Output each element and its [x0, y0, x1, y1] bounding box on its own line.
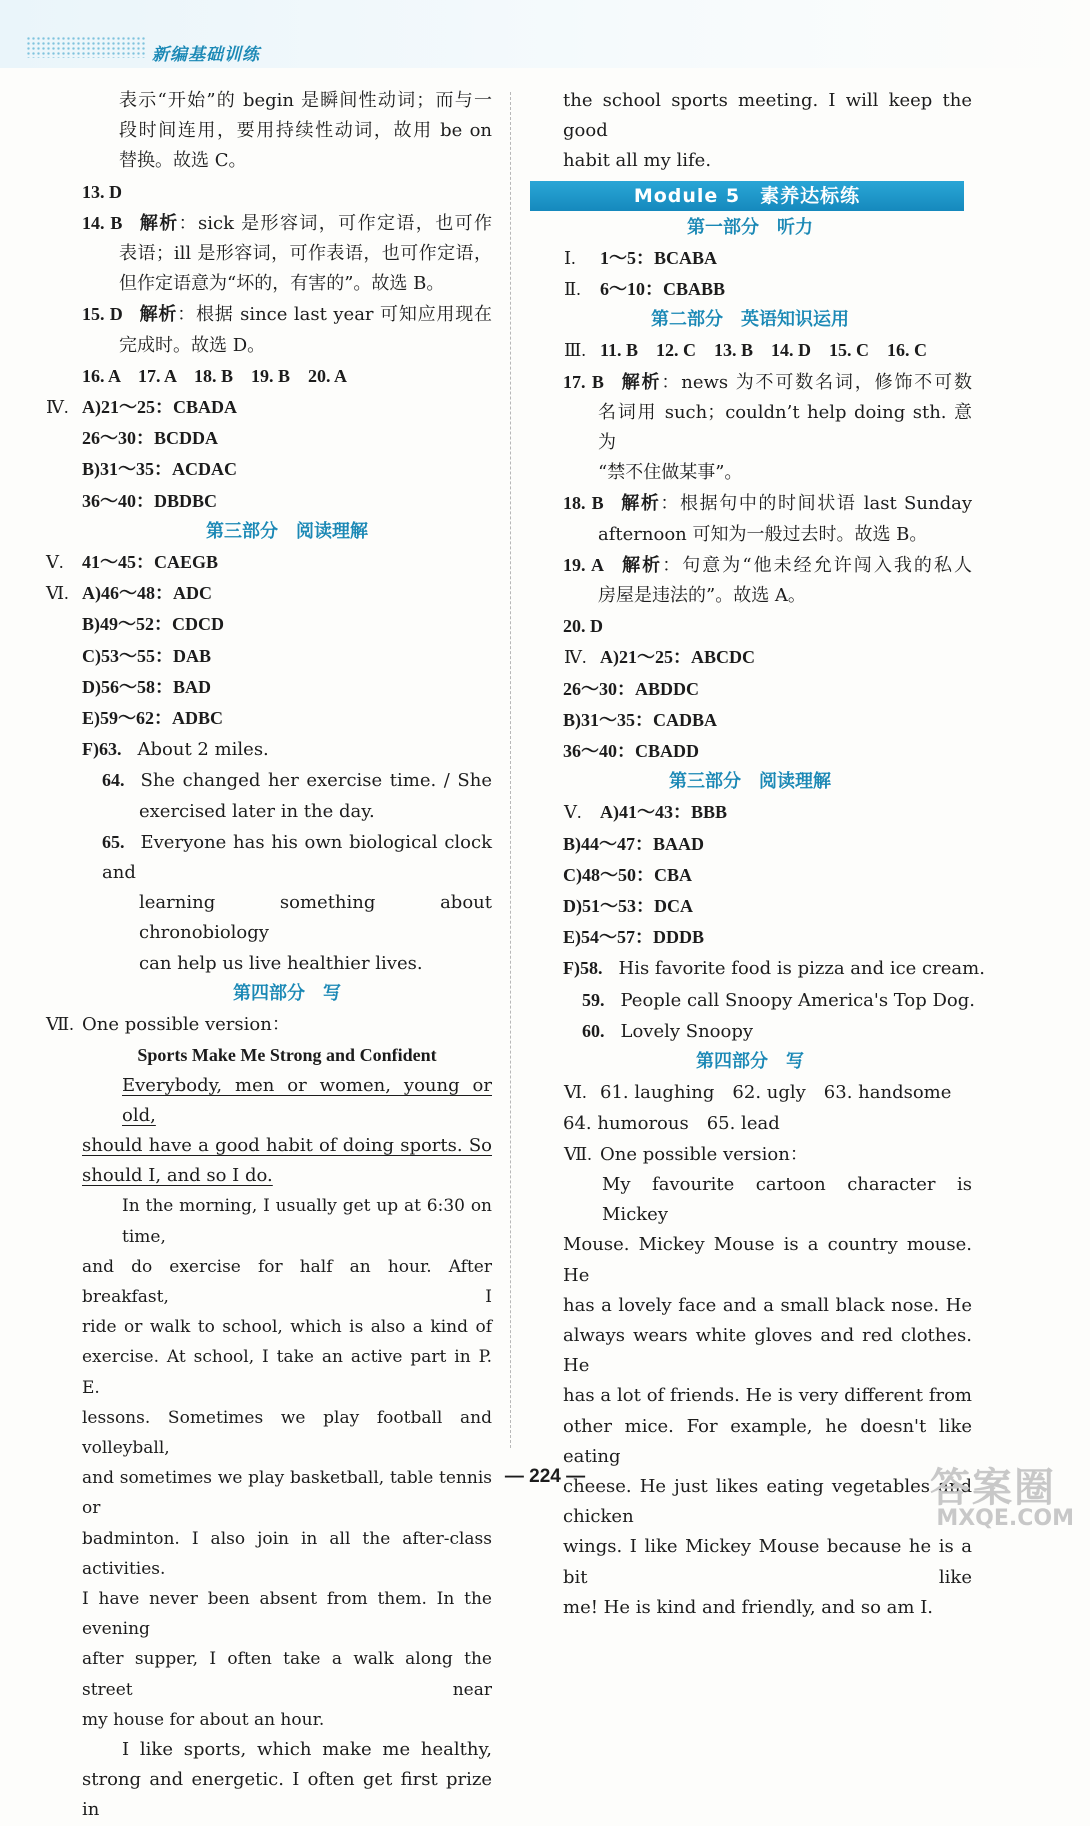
essay-line: Mouse. Mickey Mouse is a country mouse. He [563, 1234, 972, 1286]
section-iv-a2: 26～30：ABDDC [563, 678, 700, 699]
section-vii: Ⅶ. One possible version： [564, 1143, 808, 1165]
essay-line: other mice. For example, he doesn't like eating [563, 1415, 972, 1467]
section-i: Ⅰ. 1～5：BCABA [564, 247, 718, 268]
essay-line: strong and energetic. I often get first prize in [82, 1769, 492, 1821]
section-vii: Ⅶ. One possible version： [46, 1014, 290, 1036]
answer-59: 59. People call Snoopy America's Top Dog. [582, 989, 976, 1011]
text-line: 完成时。故选 D。 [119, 334, 266, 356]
section-heading-listening: 第一部分 听力 [687, 216, 813, 238]
essay-line: I like sports, which make me healthy, [122, 1738, 492, 1760]
essay-line: In the morning, I usually get up at 6:30 on time, [122, 1196, 492, 1247]
left-column [46, 86, 493, 1826]
section-heading-writing: 第四部分 写 [696, 1051, 804, 1073]
essay-line: ride or walk to school, which is also a kind of [82, 1317, 492, 1338]
section-vi-a: Ⅵ. A)46～48：ADC [46, 583, 212, 604]
section-vi-c: C)53～55：DAB [82, 645, 211, 666]
text-line: 表语；ill 是形容词，可作表语，也可作定语， [119, 243, 492, 265]
essay-line: the school sports meeting. I will keep the good [563, 90, 972, 142]
series-title: 新编基础训练 [152, 45, 260, 65]
section-iv-b2: 36～40：DBDBC [82, 490, 218, 511]
section-iv-b2: 36～40：CBADD [563, 741, 700, 762]
text-line: 替换。故选 C。 [119, 150, 247, 172]
section-iv-b1: B)31～35：ACDAC [82, 459, 237, 480]
essay-line: after supper, I often take a walk along the street near [82, 1649, 492, 1700]
section-vi-2: 64. humorous 65. lead [563, 1112, 780, 1134]
section-heading-reading: 第三部分 阅读理解 [669, 771, 831, 793]
section-heading-knowledge: 第二部分 英语知识运用 [651, 309, 849, 331]
section-v: Ⅴ. 41～45：CAEGB [46, 552, 219, 573]
answer-15: 15. D 解析：根据 since last year 可知应用现在 [82, 304, 493, 326]
essay-line: I have never been absent from them. In the evening [82, 1588, 492, 1640]
answer-13: 13. D [82, 181, 122, 202]
text-line: can help us live healthier lives. [139, 952, 423, 974]
essay-title: Sports Make Me Strong and Confident [137, 1045, 437, 1066]
answer-65: 65. Everyone has his own biological clock and [102, 831, 492, 884]
essay-underlined-line: Everybody, men or women, young or old, [122, 1074, 492, 1126]
section-heading-reading: 第三部分 阅读理解 [206, 520, 368, 542]
module-banner: Module 5 素养达标练 [530, 181, 964, 211]
text-line: 名词用 such；couldn’t help doing sth. 意为 [598, 401, 972, 454]
section-v-a: Ⅴ. A)41～43：BBB [564, 802, 728, 823]
answer-58: F)58. His favorite food is pizza and ice cream. [563, 958, 985, 980]
essay-line: lessons. Sometimes we play football and volleyball, [82, 1407, 492, 1458]
answer-17: 17. B 解析：news 为不可数名词，修饰不可数 [563, 371, 972, 393]
essay-line: wings. I like Mickey Mouse because he is a bit like [563, 1536, 972, 1588]
essay-line: habit all my life. [563, 150, 712, 172]
essay-line: cheese. He just likes eating vegetables and chicken [563, 1475, 972, 1528]
section-v-d: D)51～53：DCA [563, 896, 693, 917]
essay-line: has a lot of friends. He is very different from [563, 1385, 972, 1407]
section-v-b: B)44～47：BAAD [563, 833, 705, 854]
answer-19: 19. A 解析：句意为“他未经允许闯入我的私人 [563, 554, 973, 576]
section-v-c: C)48～50：CBA [563, 864, 692, 885]
text-line: afternoon 可知为一般过去时。故选 B。 [598, 523, 928, 545]
section-iv-a2: 26～30：BCDDA [82, 428, 219, 449]
text-line: 段时间连用，要用持续性动词，故用 be on [119, 120, 492, 142]
essay-line: and sometimes we play basketball, table tennis or [82, 1468, 492, 1519]
section-heading-writing: 第四部分 写 [233, 982, 341, 1004]
text-line: exercised later in the day. [139, 800, 375, 822]
section-vi-b: B)49～52：CDCD [82, 614, 224, 635]
section-ii: Ⅱ. 6～10：CBABB [564, 279, 726, 300]
essay-underlined-line: should have a good habit of doing sports. So [82, 1134, 492, 1156]
essay-line: me! He is kind and friendly, and so am I. [563, 1596, 934, 1618]
section-iv-b1: B)31～35：CADBA [563, 709, 718, 730]
page-header [0, 0, 1090, 68]
section-iv-a1: Ⅳ. A)21～25：CBADA [46, 397, 237, 418]
section-vi-e: E)59～62：ADBC [82, 708, 224, 729]
section-vi-1: Ⅵ. 61. laughing 62. ugly 63. handsome [564, 1082, 952, 1104]
answer-14: 14. B 解析：sick 是形容词，可作定语，也可作 [82, 212, 493, 234]
essay-line: and do exercise for half an hour. After breakfast, I [82, 1256, 492, 1307]
essay-line: My favourite cartoon character is Mickey [602, 1173, 972, 1226]
essay-line: has a lovely face and a small black nose. He [563, 1294, 972, 1316]
answer-60: 60. Lovely Snoopy [582, 1020, 754, 1042]
section-vi-d: D)56～58：BAD [82, 676, 211, 697]
section-iii: Ⅲ. 11. B 12. C 13. B 14. D 15. C 16. C [564, 340, 928, 361]
text-line: “禁不住做某事”。 [598, 462, 743, 484]
header-dot-pattern [26, 36, 146, 58]
right-column [528, 86, 985, 1623]
column-divider [510, 92, 511, 1448]
essay-underlined-line: should I, and so I do. [82, 1165, 273, 1187]
answer-18: 18. B 解析：根据句中的时间状语 last Sunday [563, 493, 972, 515]
page-number: — 224 — [504, 1466, 586, 1487]
essay-line: my house for about an hour. [82, 1709, 325, 1730]
answer-63: F)63. About 2 miles. [82, 739, 269, 761]
essay-line: exercise. At school, I take an active part in P. E. [82, 1347, 492, 1398]
essay-line: badminton. I also join in all the after-class activities. [82, 1528, 492, 1579]
answer-20: 20. D [563, 616, 603, 637]
watermark-logo: 答案圈 MXQE.COM [930, 1465, 1074, 1531]
essay-line: always wears white gloves and red clothes. He [563, 1324, 972, 1377]
text-line: learning something about chronobiology [139, 892, 492, 944]
section-v-e: E)54～57：DDDB [563, 927, 705, 948]
answers-16-20: 16. A 17. A 18. B 19. B 20. A [82, 365, 348, 386]
text-line: 但作定语意为“坏的，有害的”。故选 B。 [119, 273, 445, 295]
answer-64: 64. She changed her exercise time. / She [102, 770, 492, 792]
text-line: 房屋是违法的”。故选 A。 [598, 585, 806, 607]
section-iv-a1: Ⅳ. A)21～25：ABCDC [564, 647, 755, 668]
text-line: 表示“开始”的 begin 是瞬间性动词；而与一 [119, 90, 492, 111]
